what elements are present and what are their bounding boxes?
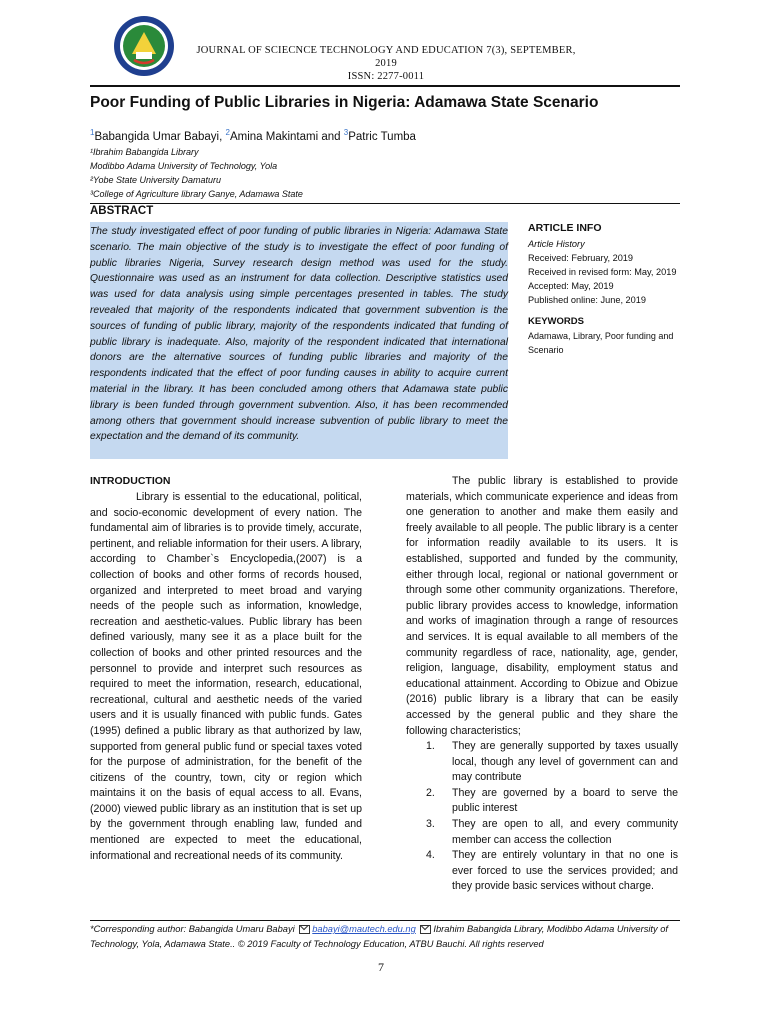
keywords-heading: KEYWORDS: [528, 316, 584, 327]
list-text: They are generally supported by taxes usually local, though any level of government can and may contribute: [452, 740, 678, 784]
footnote-prefix: *Corresponding author: Babangida Umaru Babayi: [90, 924, 295, 934]
intro-left-column: [90, 490, 362, 864]
journal-line: JOURNAL OF SCIECNCE TECHNOLOGY AND EDUCATION 7(3), SEPTEMBER, 2019: [196, 45, 576, 69]
abstract-heading: ABSTRACT: [90, 205, 154, 217]
list-item: [406, 817, 678, 848]
issn: ISSN: 2277-0011: [347, 71, 425, 82]
affiliation: Modibbo Adama University of Technology, Yola: [90, 161, 278, 171]
intro-paragraph: Library is essential to the educational, political, and socio-economic development of every nation. The fundamental aim of libraries is to provide timely, accurate, pertinent, and reliable information for their users. A library, according to Chamber`s Encyclopedia,(2007) is a collection of books and other forms of records housed, organized and interpreted to meet broad and varying needs of the people such as information, knowledge, recreation and aesthetic-values. Public library has been defined variously, many see it as a place built for the collection of books and other printed resources and the personnel to provide and interpret such resources as required to meet the information, research, educational, recreational, cultural and aesthetic needs of the varied users and it is usually financed with public funds. Gates (1995) defined a public library as that authorized by law, supported from general public fund or special taxes voted for the purpose of administration, for the benefit of the citizens of the country, town, city or region which maintains it on the basis of equal access to all. Evans, (2000) viewed public library as an institution that is set up by the government through enabling law, funded and mentioned are expected to meet the educational, informational and recreational needs of its community.: [90, 491, 362, 862]
affiliation: ¹Ibrahim Babangida Library: [90, 147, 199, 157]
intro-paragraph: The public library is established to provide materials, which communicate experience and ideas from one generation to another and make them easily and freely available to all people. The public library is a center for information readily available to its users. It is established, supported and funded by the community, either through local, regional or national government or through some other community organizations. Therefore, public library provides access to knowledge, information and works of imagination through a range of resources and services. It is equal available to all members of the community regardless of race, nationality, age, gender, religion, language, disability, employment status and educational attainment. According to Obizue and Obizue (2016) public library is a library that can be easily accessed by the general public and they share the following characteristics;: [406, 475, 678, 737]
affiliation: ²Yobe State University Damaturu: [90, 175, 222, 185]
list-number: 3.: [426, 818, 435, 831]
abstract-paragraph: The study investigated effect of poor funding of public libraries in Nigeria: Adamawa State scenario. The main objective of the study is to investigate the effect of poor funding of public libraries Nigeria, Survey research design method was used for the study. Questionnaire was used as an instrument for data collection. Descriptive statistics used was used for data analysis using simple percentages presented in tables. The study revealed that majority of the respondents indicated that government subvention is the sources of funding of public library, majority of the respondents indicated that funding of public library is inadequate. Also, majority of the respondent indicated that international donors are the alternative sources of funding public libraries and majority of the respondents indicated that the effect of poor funding causes in ability to acquire current material in the library. It has been concluded among others that Adamawa state public library is been funded through government subvention. Also, it has been recommended among others that government should increase subvention of public library to meet the expectation and the demand of its community.: [90, 226, 508, 443]
list-text: They are open to all, and every community member can access the collection: [452, 818, 678, 846]
article-info-heading: ARTICLE INFO: [528, 222, 602, 234]
list-item: [406, 739, 678, 786]
accepted-date: Accepted: May, 2019: [528, 281, 614, 291]
article-history-label: Article History: [528, 239, 585, 249]
list-item: [406, 786, 678, 817]
published-date: Published online: June, 2019: [528, 295, 646, 305]
list-item: [406, 848, 678, 895]
abstract-rule: [90, 203, 680, 204]
header-rule: [90, 85, 680, 87]
envelope-icon: [420, 925, 431, 934]
author-sup: 2: [225, 128, 230, 137]
list-text: They are governed by a board to serve the public interest: [452, 786, 678, 815]
revised-date: Received in revised form: May, 2019: [528, 267, 677, 277]
abstract-text: [90, 222, 508, 459]
list-text: They are entirely voluntary in that no one is ever forced to use the services provided; and they provide basic services without charge.: [452, 849, 678, 893]
footnote-suffix: Ibrahim Babangida Library, Modibbo Adama University of Technology, Yola, Adamawa State.. © 2019 Faculty of Technology Education, ATBU Bauchi. All rights reserved: [90, 924, 668, 949]
characteristics-list: [406, 739, 678, 895]
author-sup: 1: [90, 128, 95, 137]
journal-header: [196, 44, 576, 83]
received-date: Received: February, 2019: [528, 253, 634, 263]
author-name: Babangida Umar Babayi,: [94, 130, 223, 143]
author-list: [90, 128, 416, 143]
footnote-rule: [90, 920, 680, 921]
author-email-link[interactable]: babayi@mautech.edu.ng: [312, 924, 416, 934]
intro-heading: INTRODUCTION: [90, 475, 171, 487]
intro-right-column: [406, 474, 678, 895]
list-number: 2.: [426, 786, 435, 799]
author-sup: 3: [343, 128, 349, 137]
corresponding-author-footnote: [90, 922, 690, 951]
keywords: Adamawa, Library, Poor funding and Scenario: [528, 331, 674, 355]
paper-title: Poor Funding of Public Libraries in Nigeria: Adamawa State Scenario: [90, 94, 599, 111]
author-name: Patric Tumba: [348, 130, 416, 143]
list-number: 4.: [426, 849, 435, 862]
affiliation: ³College of Agriculture library Ganye, Adamawa State: [90, 189, 303, 199]
list-number: 1.: [426, 740, 435, 753]
page-number: 7: [378, 960, 384, 974]
author-name: Amina Makintami and: [229, 130, 341, 143]
envelope-icon: [299, 925, 310, 934]
journal-logo-icon: [112, 14, 176, 78]
